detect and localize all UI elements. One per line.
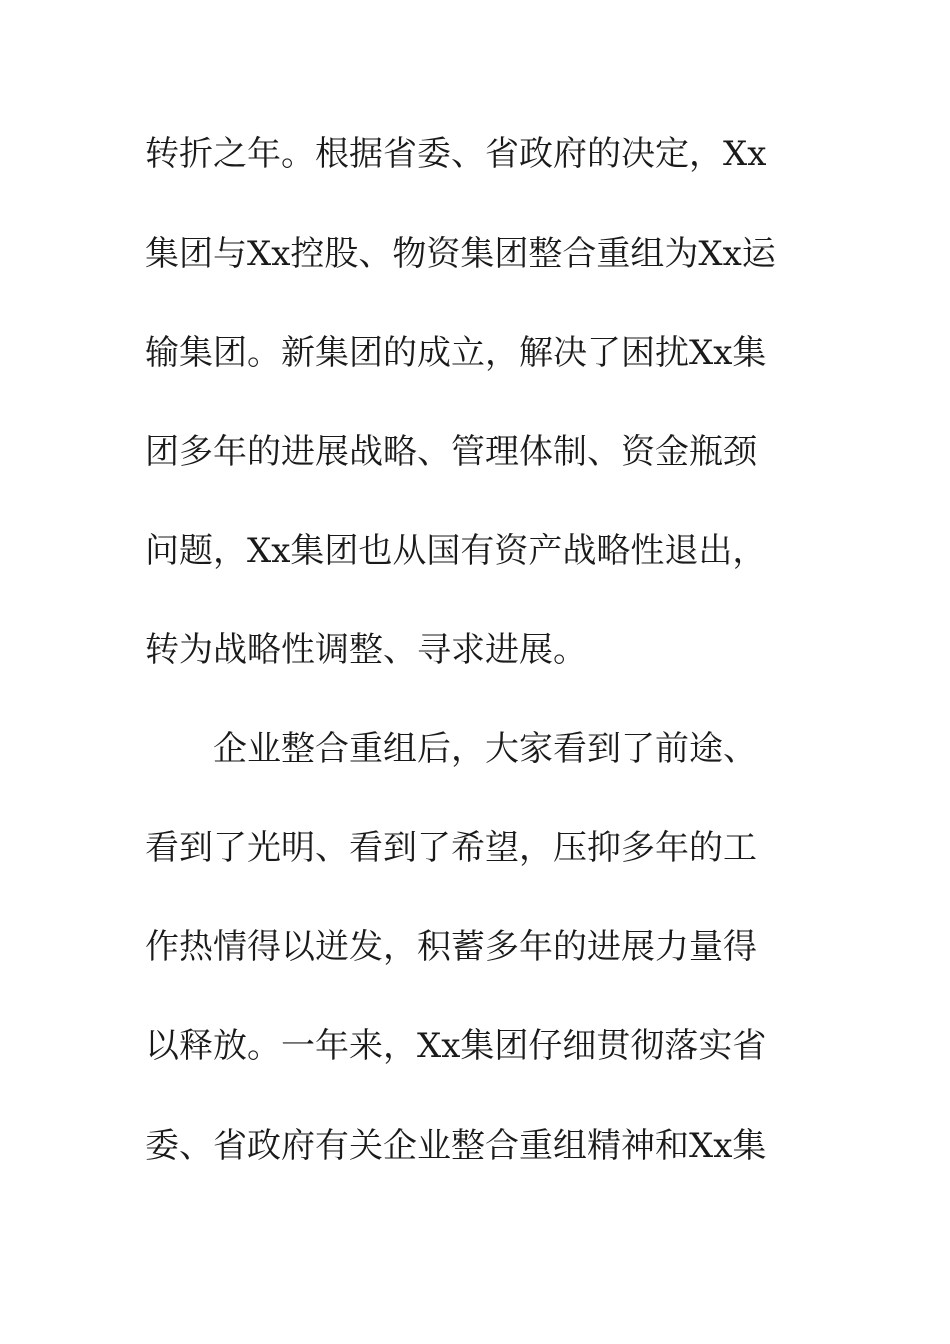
text-line-3: 输集团。新集团的成立，解决了困扰Xx集 bbox=[145, 333, 767, 373]
text-line-10: 以释放。一年来，Xx集团仔细贯彻落实省 bbox=[145, 1026, 767, 1066]
text-line-9: 作热情得以迸发，积蓄多年的进展力量得 bbox=[145, 927, 757, 967]
text-line-1: 转折之年。根据省委、省政府的决定，Xx bbox=[145, 134, 767, 174]
paragraph-2-line-1: 企业整合重组后，大家看到了前途、 bbox=[213, 729, 757, 769]
text-line-2: 集团与Xx控股、物资集团整合重组为Xx运 bbox=[145, 234, 776, 274]
text-line-11: 委、省政府有关企业整合重组精神和Xx集 bbox=[145, 1126, 767, 1166]
text-line-6: 转为战略性调整、寻求进展。 bbox=[145, 630, 587, 670]
text-line-8: 看到了光明、看到了希望，压抑多年的工 bbox=[145, 828, 757, 868]
text-line-5: 问题，Xx集团也从国有资产战略性退出， bbox=[145, 531, 767, 571]
text-line-4: 团多年的进展战略、管理体制、资金瓶颈 bbox=[145, 432, 757, 472]
